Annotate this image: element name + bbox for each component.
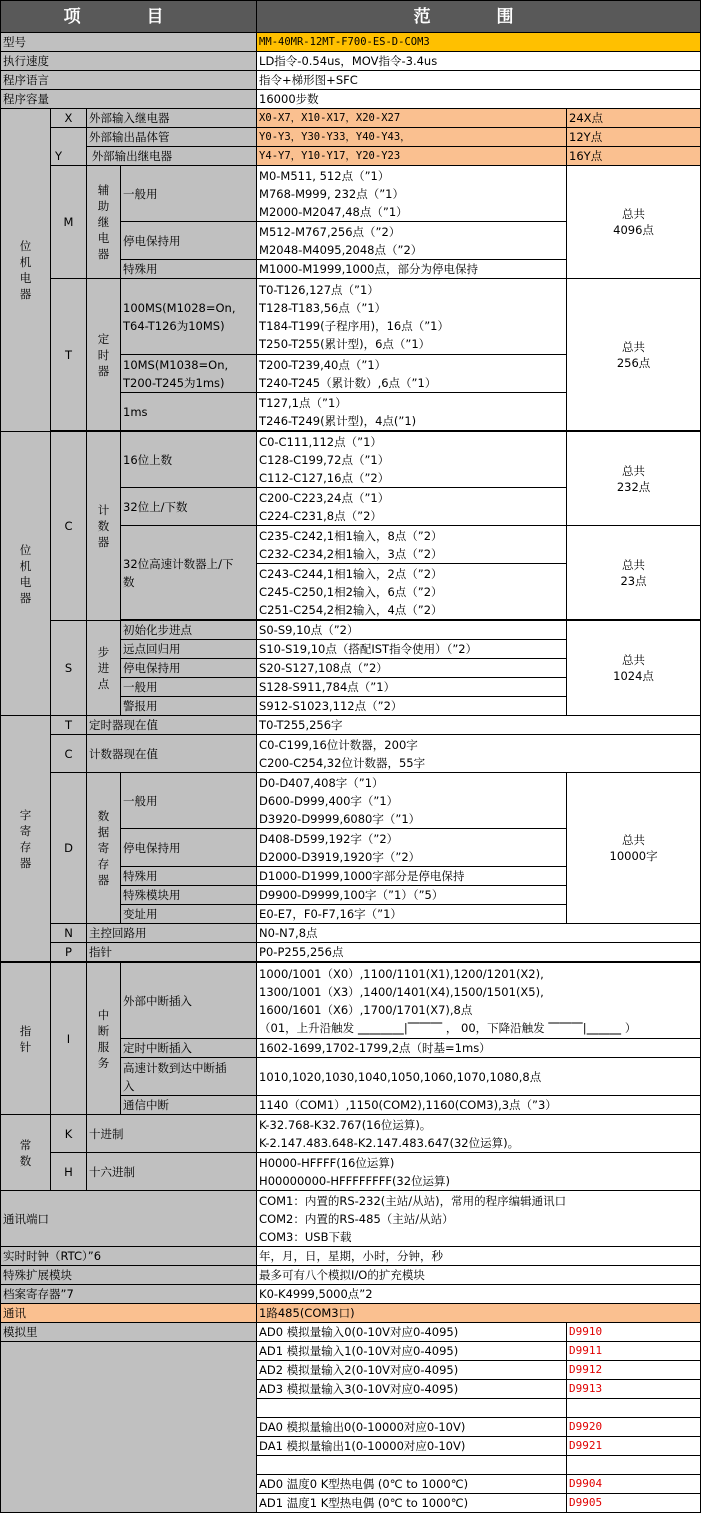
i-ext-label: 外部中断插入	[121, 963, 257, 1039]
header-row	[1, 1, 701, 33]
analog-value-7	[257, 1456, 567, 1475]
file-reg-row	[1, 1285, 701, 1304]
ports-value: COM1：内置的RS-232(主站/从站)，常用的程序编辑通讯口 COM2：内置的RS-485（主站/从站） COM3：USB下载	[257, 1191, 701, 1247]
d-code: D	[51, 773, 87, 924]
y-transistor-count: 12Y点	[567, 128, 701, 147]
x-label: 外部输入继电器	[87, 109, 257, 128]
d-special-label: 特殊用	[121, 867, 257, 886]
d-name: 数 据 寄 存 器	[87, 773, 121, 924]
s-label-0: 初始化步进点	[121, 621, 257, 640]
analog-row-0	[1, 1323, 701, 1342]
y-relay-range: Y4-Y7，Y10-Y17，Y20-Y23	[257, 147, 567, 166]
m-general-label: 一般用	[121, 166, 257, 222]
t100-range: T0-T126,127点（”1） T128-T183,56点（”1） T184-T199(子程序用)，16点（”1） T250-T255(累计型)，6点（”1）	[257, 279, 567, 355]
ports-row	[1, 1191, 701, 1247]
h-row	[1, 1153, 701, 1191]
model-label: 型号	[1, 33, 257, 52]
i-hs-label: 高速计数到达中断插 入	[121, 1058, 257, 1096]
s-range-1: S10-S19,10点（搭配IST指令使用）（”2）	[257, 640, 567, 659]
analog-reg-2: D9912	[567, 1361, 701, 1380]
x-code: X	[51, 109, 87, 128]
analog-reg-8: D9904	[567, 1475, 701, 1494]
analog-reg-0: D9910	[567, 1323, 701, 1342]
y-relay-label	[55, 147, 257, 166]
analog-value-0: AD0 模拟量输入0(0-10V对应0-4095)	[257, 1323, 567, 1342]
t-name: 定 时 器	[87, 279, 121, 431]
header-item: 项 目	[1, 1, 257, 33]
m-code: M	[51, 166, 87, 279]
wn-code: N	[51, 924, 87, 943]
rtc-value: 年，月，日，星期，小时，分钟，秒	[257, 1247, 701, 1266]
k-code: K	[51, 1115, 87, 1153]
t-total: 总共 256点	[567, 279, 701, 431]
wt-code: T	[51, 716, 87, 735]
rtc-label: 实时时钟（RTC）”6	[1, 1247, 257, 1266]
c32-label: 32位上/下数	[121, 488, 257, 526]
wn-label: 主控回路用	[87, 924, 257, 943]
model-value: MM-40MR-12MT-F700-ES-D-COM3	[257, 33, 701, 52]
analog-blank	[1, 1342, 257, 1513]
s-range-4: S912-S1023,112点（”2）	[257, 697, 567, 716]
capacity-value: 16000步数	[257, 90, 701, 109]
comm-value: 1路485(COM3口)	[257, 1304, 701, 1323]
analog-label: 模拟里	[1, 1323, 257, 1342]
i-timer-label: 定时中断插入	[121, 1039, 257, 1058]
language-label: 程序语言	[1, 71, 257, 90]
i-comm-range: 1140（COM1）,1150(COM2),1160(COM3),3点（”3）	[257, 1096, 701, 1115]
y-transistor-label: 外部输出晶体管	[87, 128, 257, 147]
y-code: Y	[55, 149, 63, 163]
group-bit-device-2: 位 机 电 器	[1, 432, 51, 716]
i-hs-range: 1010,1020,1030,1040,1050,1060,1070,1080,8点	[257, 1058, 701, 1096]
analog-value-1: AD1 模拟量输入1(0-10V对应0-4095)	[257, 1342, 567, 1361]
comm-label: 通讯	[1, 1304, 257, 1323]
language-value: 指令+梯形图+SFC	[257, 71, 701, 90]
s-range-3: S128-S911,784点（”1）	[257, 678, 567, 697]
i-ext-row	[1, 963, 701, 1039]
i-comm-label: 通信中断	[121, 1096, 257, 1115]
k-range: K-32.768-K32.767(16位运算)。 K-2.147.483.648-K2.147.483.647(32位运算)。	[257, 1115, 701, 1153]
s-range-2: S20-S127,108点（”2）	[257, 659, 567, 678]
wp-row	[1, 943, 701, 962]
wt-range: T0-T255,256字	[257, 716, 701, 735]
x-range: X0-X7，X10-X17，X20-X27	[257, 109, 567, 128]
d-general-label: 一般用	[121, 773, 257, 829]
analog-value-5: DA0 模拟量输出0(0-10000对应0-10V)	[257, 1418, 567, 1437]
wp-label: 指针	[87, 943, 257, 962]
language-row	[1, 71, 701, 90]
s-range-0: S0-S9,10点（”2）	[257, 621, 567, 640]
wc-range: C0-C199,16位计数器，200字 C200-C254,32位计数器，55字	[257, 735, 701, 773]
h-code: H	[51, 1153, 87, 1191]
d-module-range: D9900-D9999,100字（”1）（”5）	[257, 886, 567, 905]
d-latched-label: 停电保持用	[121, 829, 257, 867]
d-special-range: D1000-D1999,1000字部分是停电保持	[257, 867, 567, 886]
c16-row	[1, 432, 701, 488]
chs-label: 32位高速计数器上/下 数	[121, 526, 257, 620]
m-latched-range: M512-M767,256点（”2） M2048-M4095,2048点（”2）	[257, 222, 567, 260]
file-reg-value: K0-K4999,5000点”2	[257, 1285, 701, 1304]
c16-range: C0-C111,112点（”1） C128-C199,72点（”1） C112-C127,16点（”2）	[257, 432, 567, 488]
x-count: 24X点	[567, 109, 701, 128]
chs-total: 总共 23点	[567, 526, 701, 620]
c-name: 计 数 器	[87, 432, 121, 621]
analog-reg-9: D9905	[567, 1494, 701, 1513]
t1-label: 1ms	[121, 393, 257, 431]
analog-reg-7	[567, 1456, 701, 1475]
wp-code: P	[51, 943, 87, 962]
ext-module-label: 特殊扩展模块	[1, 1266, 257, 1285]
x-row	[1, 109, 701, 128]
y-transistor-row	[1, 128, 701, 147]
wp-range: P0-P255,256点	[257, 943, 701, 962]
t10-range: T200-T239,40点（”1） T240-T245（累计数）,6点（”1）	[257, 355, 567, 393]
s-label-4: 警报用	[121, 697, 257, 716]
wn-range: N0-N7,8点	[257, 924, 701, 943]
m-name: 辅 助 继 电 器	[87, 166, 121, 279]
analog-reg-4	[567, 1399, 701, 1418]
analog-row-1	[1, 1342, 701, 1361]
s-row-0	[1, 621, 701, 640]
ext-module-value: 最多可有八个模拟I/O的扩充模块	[257, 1266, 701, 1285]
s-name: 步 进 点	[87, 621, 121, 716]
header-range: 范 围	[257, 1, 701, 33]
k-row	[1, 1115, 701, 1153]
h-range: H0000-HFFFF(16位运算) H00000000-HFFFFFFFF(32位运算)	[257, 1153, 701, 1191]
c-code: C	[51, 432, 87, 621]
group-word-register: 字 寄 存 器	[1, 716, 51, 962]
analog-reg-5: D9920	[567, 1418, 701, 1437]
analog-value-3: AD3 模拟量输入3(0-10V对应0-4095)	[257, 1380, 567, 1399]
rtc-row	[1, 1247, 701, 1266]
t100-row	[1, 279, 701, 355]
analog-value-9: AD1 温度1 K型热电偶 (0℃ to 1000℃)	[257, 1494, 567, 1513]
s-label-1: 远点回归用	[121, 640, 257, 659]
m-general-row	[1, 166, 701, 222]
wc-row	[1, 735, 701, 773]
m-latched-label: 停电保持用	[121, 222, 257, 260]
k-label: 十进制	[87, 1115, 257, 1153]
i-code: I	[51, 963, 87, 1115]
y-relay-row	[1, 147, 701, 166]
y-relay-count: 16Y点	[567, 147, 701, 166]
m-total: 总共 4096点	[567, 166, 701, 279]
t10-label: 10MS(M1038=On, T200-T245为1ms)	[121, 355, 257, 393]
d-index-range: E0-E7，F0-F7,16字（”1）	[257, 905, 567, 924]
analog-value-8: AD0 温度0 K型热电偶 (0℃ to 1000℃)	[257, 1475, 567, 1494]
t100-label: 100MS(M1028=On, T64-T126为10MS)	[121, 279, 257, 355]
speed-value: LD指令-0.54us，MOV指令-3.4us	[257, 52, 701, 71]
group-pointer: 指 针	[1, 963, 51, 1115]
y-relay-text: 外部输出继电器	[91, 149, 173, 163]
i-name: 中 断 服 务	[87, 963, 121, 1115]
i-ext-range: 1000/1001（X0）,1100/1101(X1),1200/1201(X2), 1300/1001（X3）,1400/1401(X4),1500/1501(X5), 1600/1601（X6）,1700/1701(X7),8点 （01，上升沿触发 ⎽⎽⎽⎽|⎺⎺⎺ ， 00，下降沿触发 ⎺⎺⎺|⎽⎽⎽ ）	[257, 963, 701, 1039]
speed-row	[1, 52, 701, 71]
analog-value-6: DA1 模拟量输出1(0-10000对应0-10V)	[257, 1437, 567, 1456]
ext-module-row	[1, 1266, 701, 1285]
wt-label: 定时器现在值	[87, 716, 257, 735]
group-bit-device-1: 位 机 电 器	[1, 109, 51, 432]
analog-value-2: AD2 模拟量输入2(0-10V对应0-4095)	[257, 1361, 567, 1380]
s-total: 总共 1024点	[567, 621, 701, 716]
analog-reg-1: D9911	[567, 1342, 701, 1361]
d-general-row	[1, 773, 701, 829]
c16-label: 16位上数	[121, 432, 257, 488]
ports-label: 通讯端口	[1, 1191, 257, 1247]
speed-label: 执行速度	[1, 52, 257, 71]
analog-reg-6: D9921	[567, 1437, 701, 1456]
capacity-row	[1, 90, 701, 109]
i-timer-range: 1602-1699,1702-1799,2点（时基=1ms）	[257, 1039, 701, 1058]
d-latched-range: D408-D599,192字（”2） D2000-D3919,1920字（”2）	[257, 829, 567, 867]
comm-row	[1, 1304, 701, 1323]
s-code: S	[51, 621, 87, 716]
file-reg-label: 档案寄存器”7	[1, 1285, 257, 1304]
c32-range: C200-C223,24点（”1） C224-C231,8点（”2）	[257, 488, 567, 526]
wt-row	[1, 716, 701, 735]
s-label-3: 一般用	[121, 678, 257, 697]
wn-row	[1, 924, 701, 943]
chs-range-1: C235-C242,1相1输入，8点（”2） C232-C234,2相1输入，3点（”2）	[257, 526, 567, 564]
d-index-label: 变址用	[121, 905, 257, 924]
d-general-range: D0-D407,408字（”1） D600-D999,400字（”1） D3920-D9999,6080字（”1）	[257, 773, 567, 829]
m-special-range: M1000-M1999,1000点，部分为停电保持	[257, 260, 567, 279]
d-module-label: 特殊模块用	[121, 886, 257, 905]
analog-reg-3: D9913	[567, 1380, 701, 1399]
capacity-label: 程序容量	[1, 90, 257, 109]
t-code: T	[51, 279, 87, 431]
model-row	[1, 33, 701, 52]
y-transistor-range: Y0-Y3，Y30-Y33，Y40-Y43，	[257, 128, 567, 147]
s-label-2: 停电保持用	[121, 659, 257, 678]
chs-range-2: C243-C244,1相1输入，2点（”2） C245-C250,1相2输入，6点（”2） C251-C254,2相2输入，4点（”2）	[257, 564, 567, 620]
wc-code: C	[51, 735, 87, 773]
group-constant: 常 数	[1, 1115, 51, 1191]
h-label: 十六进制	[87, 1153, 257, 1191]
c16-total: 总共 232点	[567, 432, 701, 526]
t1-range: T127,1点（”1） T246-T249(累计型)，4点(”1)	[257, 393, 567, 431]
d-total: 总共 10000字	[567, 773, 701, 924]
m-general-range: M0-M511, 512点（”1） M768-M999, 232点（”1） M2000-M2047,48点（”1）	[257, 166, 567, 222]
m-special-label: 特殊用	[121, 260, 257, 279]
analog-value-4	[257, 1399, 567, 1418]
wc-label: 计数器现在值	[87, 735, 257, 773]
